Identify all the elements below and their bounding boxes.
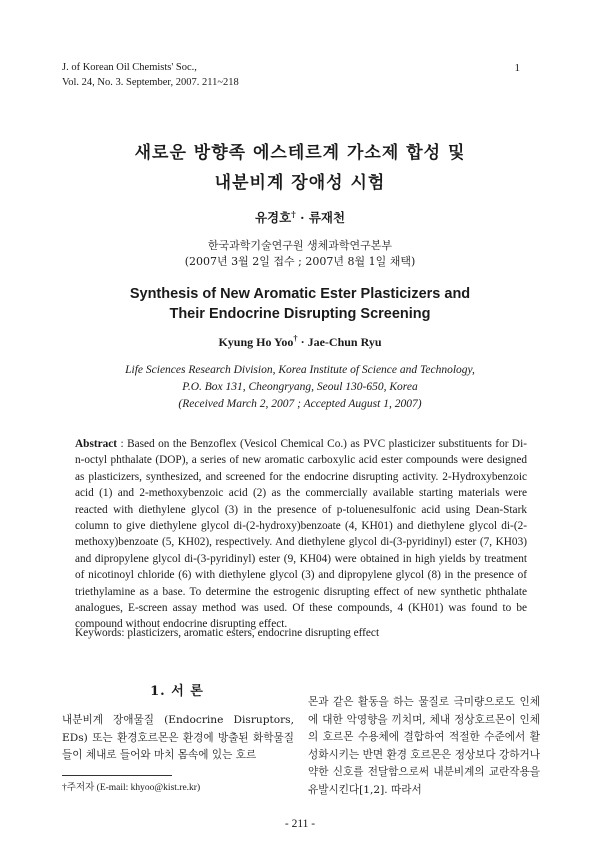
body-text-right-column: 몬과 같은 활동을 하는 물질로 극미량으로도 인체에 대한 악영향을 끼치며, 체내 정상호르몬이 인체의 호르몬 수용체에 결합하여 적절한 수준에서 활성화시키는 반면 환경 호르몬은 정상보다 강하거나 약한 신호를 전달함으로써 내분비계의 교란작용을 유발시킨다[1,2]. 따라서 xyxy=(308,696,540,796)
english-author-2: Jae-Chun Ryu xyxy=(307,335,382,349)
keywords xyxy=(75,627,379,639)
footnote-corresponding-author: †주저자 (E-mail: khyoo@kist.re.kr) xyxy=(62,783,201,793)
page-number-top: 1 xyxy=(514,62,520,74)
corresponding-dagger-en: † xyxy=(293,334,298,343)
keywords-text: plasticizers, aromatic esters, endocrine disrupting effect xyxy=(127,627,380,639)
english-author-1: Kyung Ho Yoo xyxy=(218,335,294,349)
korean-title xyxy=(0,138,600,198)
english-affiliation-line2: P.O. Box 131, Cheongryang, Seoul 130-650, Korea xyxy=(182,381,418,393)
english-affiliation-line1: Life Sciences Research Division, Korea Institute of Science and Technology, xyxy=(125,364,475,376)
body-text-left-column: 내분비계 장애물질 (Endocrine Disruptors, EDs) 또는 환경호르몬은 환경에 방출된 화학물질들이 체내로 들어와 마치 몸속에 있는 호르 xyxy=(62,714,294,761)
section-heading-introduction: 1. 서 론 xyxy=(150,684,204,699)
english-affiliation xyxy=(0,362,600,413)
english-authors xyxy=(0,334,600,350)
english-title-line1: Synthesis of New Aromatic Ester Plasticizers and xyxy=(129,286,471,302)
abstract: Abstract : Based on the Benzoflex (Vesicol Chemical Co.) as PVC plasticizer substituents for Di-n-octyl phthalate (DOP), a series of new aromatic carboxylic acid ester compounds were designed as plasticizers, synthesized, and screened for the endocrine disrupting activity. 2-Hydroxybenzoic acid (1) and 2-methoxybenzoic acid (2) as the commercially available starting materials were reacted with diethylene glycol (3) in the presence of p-toluenesulfonic acid using Dean-Stark column to give diethylene glycol di-(2-hydroxy)benzoate (4, KH01) and diethylene glycol di-(2-methoxy)benzoate (5, KH02), respectively. And diethylene glycol di-(3-pyridinyl) ester (7, KH03) and dipropylene glycol di-(3-pyridinyl) ester (9, KH04) were obtained in high yields by treatment of nicotinoyl chloride (6) with diethylene glycol (3) and dipropylene glycol (8) in the presence of triethylamine as a base. To determine the estrogenic disrupting effect of new synthetic phthalate analogues, E-screen assay method was used. Of these compounds, 4 (KH01) was found to be compound without endocrine disrupting effect. xyxy=(75,438,527,631)
author-separator: · xyxy=(295,210,309,225)
keywords-label: Keywords: xyxy=(75,627,125,639)
korean-author-1: 유경호 xyxy=(254,210,292,225)
korean-author-2: 류재천 xyxy=(308,210,346,225)
korean-title-line1: 새로운 방향족 에스테르계 가소제 합성 및 xyxy=(134,143,466,163)
abstract-text: Based on the Benzoflex (Vesicol Chemical Co.) as PVC plasticizer substituents for Di-n-octyl phthalate (DOP), a series of new aromatic carboxylic acid ester compounds were designed as plasticizers, synthesized, and screened for the endocrine disrupting activity. 2-Hydroxybenzoic acid (1) and 2-methoxybenzoic acid (2) as the commercially available starting materials were reacted with diethylene glycol (3) in the presence of p-toluenesulfonic acid using Dean-Stark column to give diethylene glycol di-(2-hydroxy)benzoate (4, KH01) and diethylene glycol di-(2-methoxy)benzoate (5, KH02), respectively. And diethylene glycol di-(3-pyridinyl) ester (7, KH03) and dipropylene glycol di-(3-pyridinyl) ester (9, KH04) were obtained in high yields by treatment of nicotinoyl chloride (6) with diethylene glycol (3) and dipropylene glycol (8) in the presence of triethylamine as a base. To determine the estrogenic disrupting effect of new synthetic phthalate analogues, E-screen assay method was used. Of these compounds, 4 (KH01) was found to be compound without endocrine disrupting effect. xyxy=(75,438,527,631)
journal-volume: Vol. 24, No. 3. September, 2007. 211~218 xyxy=(62,77,239,88)
korean-affiliation xyxy=(0,238,600,270)
korean-title-line2: 내분비계 장애성 시험 xyxy=(214,173,386,193)
korean-affiliation-line1: 한국과학기술연구원 생체과학연구본부 xyxy=(207,239,393,252)
abstract-label: Abstract xyxy=(75,438,118,450)
english-title xyxy=(0,284,600,324)
english-received-dates: (Received March 2, 2007 ; Accepted August 1, 2007) xyxy=(178,398,422,410)
journal-name: J. of Korean Oil Chemists' Soc., xyxy=(62,62,197,73)
english-title-line2: Their Endocrine Disrupting Screening xyxy=(169,306,431,322)
corresponding-dagger: † xyxy=(291,209,296,220)
page-number-bottom: - 211 - xyxy=(284,818,316,830)
author-separator-en: · xyxy=(297,335,308,349)
korean-authors xyxy=(0,208,600,226)
footnote-divider xyxy=(62,775,172,776)
journal-citation xyxy=(62,60,239,90)
korean-received-dates: (2007년 3월 2일 접수 ; 2007년 8월 1일 채택) xyxy=(184,255,416,268)
